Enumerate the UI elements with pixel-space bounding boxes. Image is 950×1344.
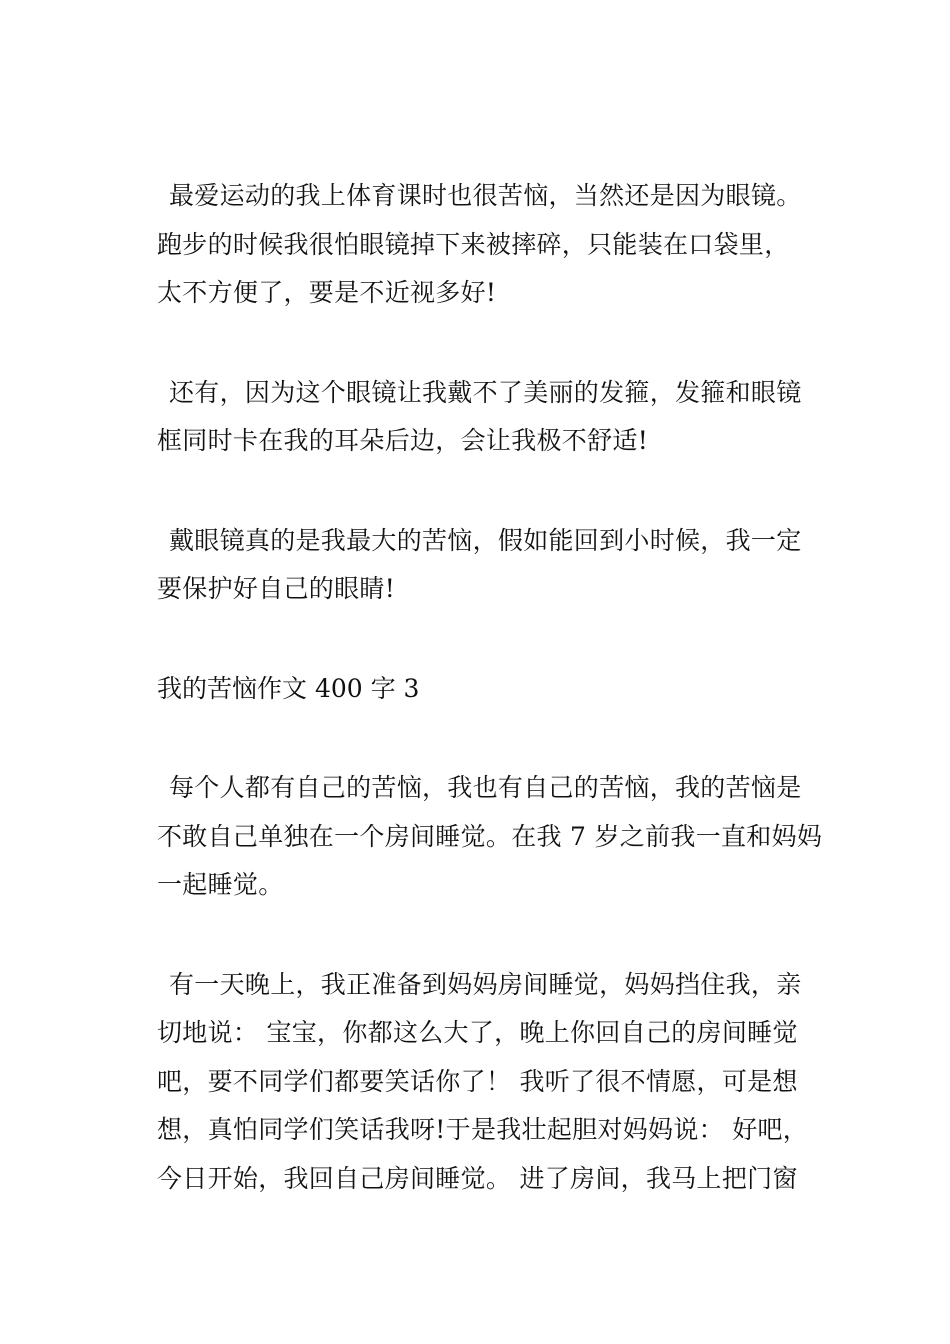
- paragraph-line: 太不方便了，要是不近视多好!: [157, 278, 497, 307]
- paragraph-line: 还有，因为这个眼镜让我戴不了美丽的发箍，发箍和眼镜: [169, 377, 802, 407]
- paragraph-line: 一起睡觉。: [157, 870, 284, 899]
- paragraph-line: 切地说： 宝宝，你都这么大了，晚上你回自己的房间睡觉: [157, 1018, 798, 1047]
- paragraph-line: 想，真怕同学们笑话我呀!于是我壮起胆对妈妈说： 好吧，: [157, 1115, 809, 1144]
- document-page: [145, 172, 825, 1254]
- paragraph-line: 今日开始，我回自己房间睡觉。 进了房间，我马上把门窗: [157, 1163, 798, 1193]
- paragraph-line: 每个人都有自己的苦恼，我也有自己的苦恼，我的苦恼是: [169, 773, 802, 802]
- paragraph-line: 戴眼镜真的是我最大的苦恼，假如能回到小时候，我一定: [169, 525, 802, 555]
- paragraph-line: 不敢自己单独在一个房间睡觉。在我 7 岁之前我一直和妈妈: [157, 821, 823, 851]
- paragraph-hairband: [145, 369, 825, 466]
- paragraph-line: 跑步的时候我很怕眼镜掉下来被摔碎，只能装在口袋里，: [157, 229, 790, 259]
- paragraph-line: 要保护好自己的眼睛!: [157, 574, 396, 603]
- paragraph-line: 最爱运动的我上体育课时也很苦恼，当然还是因为眼镜。: [169, 181, 802, 210]
- paragraph-line: 框同时卡在我的耳朵后边，会让我极不舒适!: [157, 426, 649, 455]
- paragraph-one-night: [145, 961, 825, 1204]
- paragraph-biggest-worry: [145, 517, 825, 614]
- paragraph-glasses-pe: [145, 172, 825, 318]
- essay-heading: 我的苦恼作文 400 字 3: [157, 673, 420, 703]
- paragraph-line: 吧，要不同学们都要笑话你了！ 我听了很不情愿，可是想: [157, 1066, 798, 1096]
- paragraph-sleep-alone: [145, 764, 825, 910]
- paragraph-line: 有一天晚上，我正准备到妈妈房间睡觉，妈妈挡住我，亲: [169, 969, 802, 999]
